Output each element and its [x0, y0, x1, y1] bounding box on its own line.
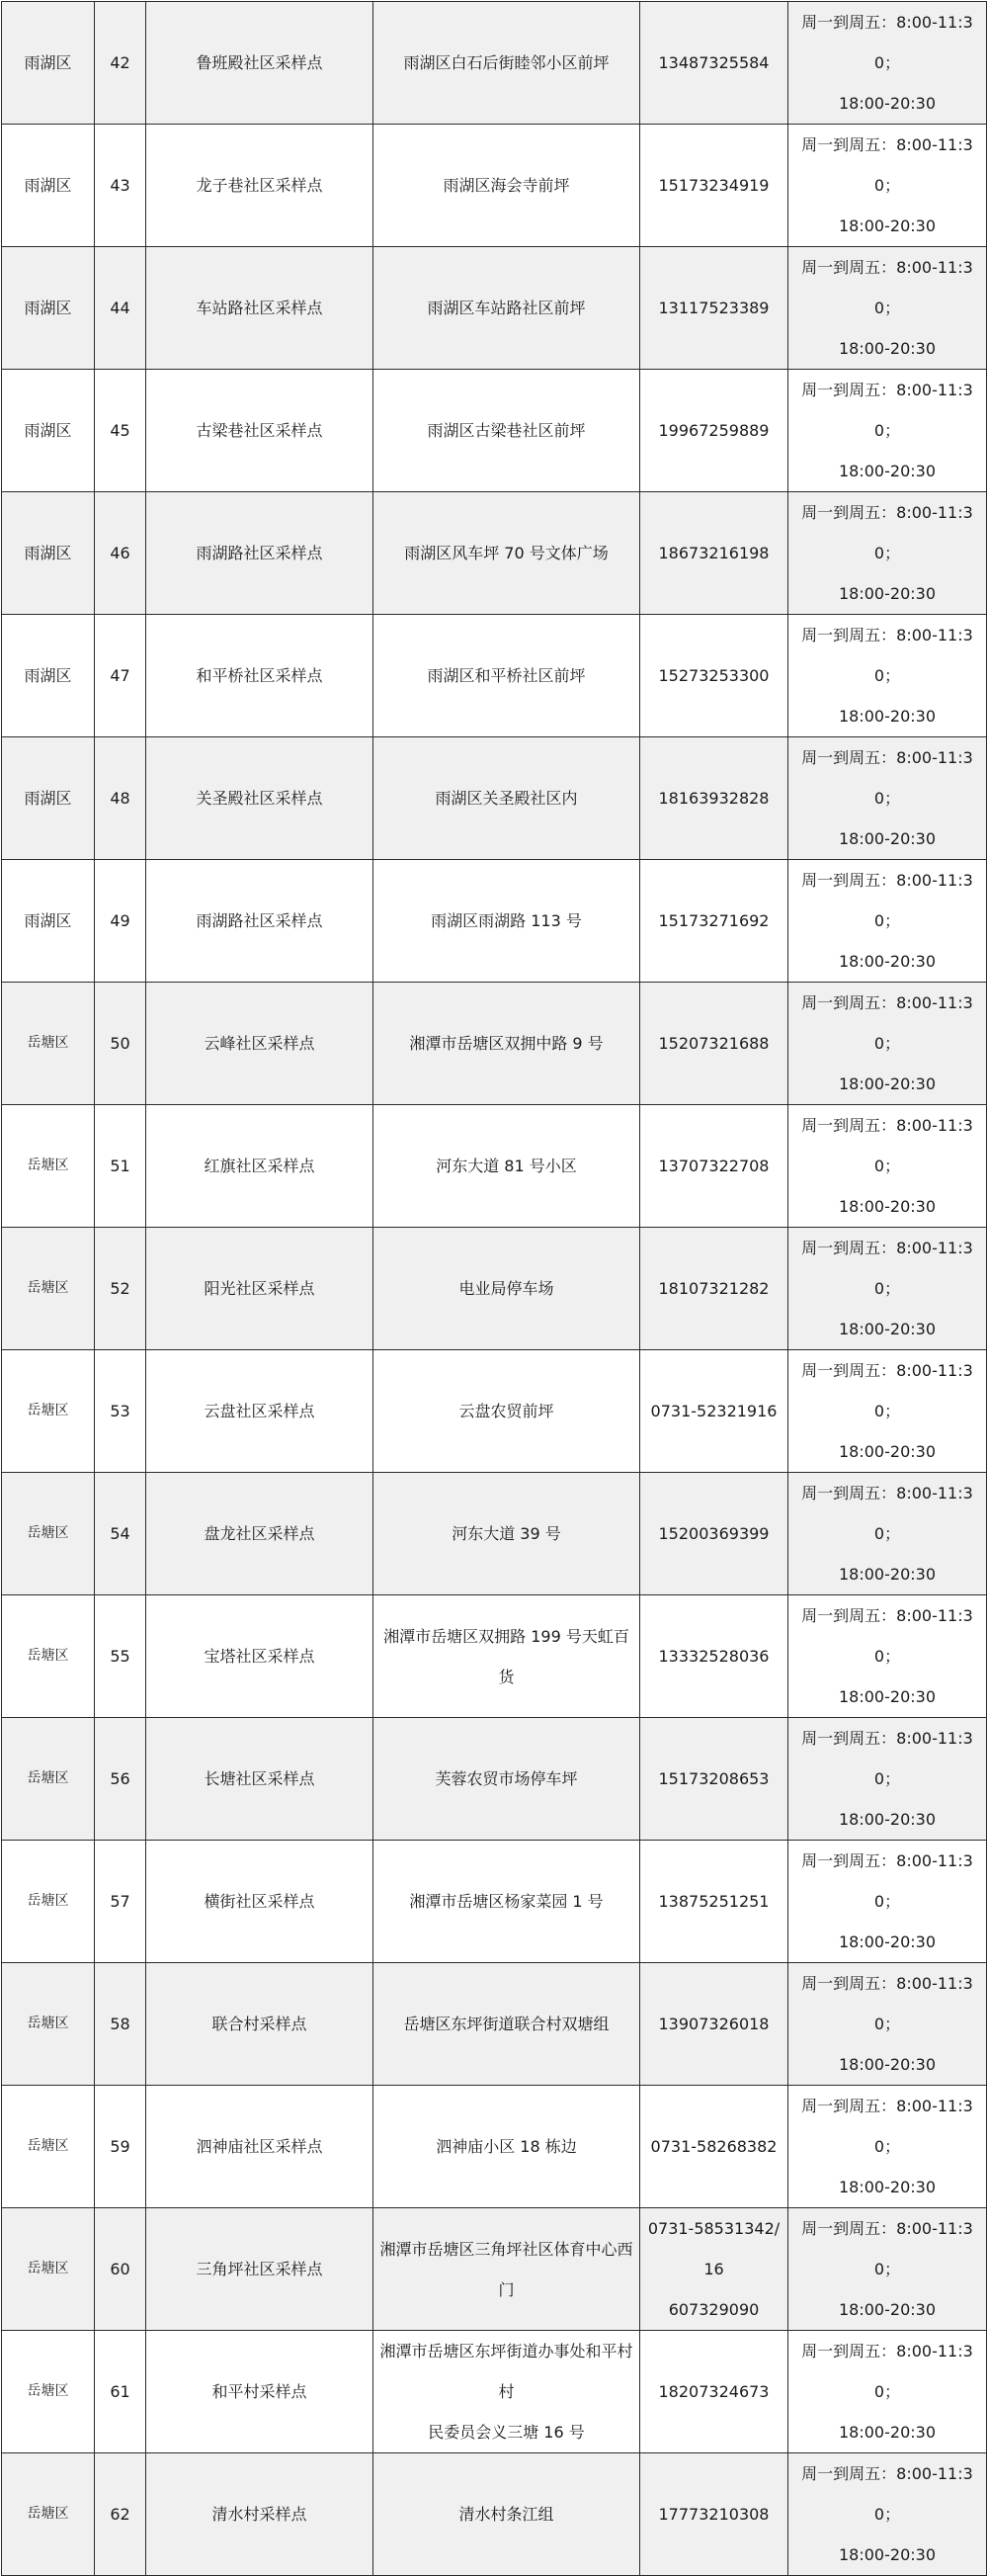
- site-number-cell: 55: [95, 1595, 146, 1718]
- site-name-cell: 和平桥社区采样点: [146, 615, 373, 737]
- phone-cell: [640, 125, 788, 247]
- hours-cell: [788, 2, 987, 125]
- hours-line: 周一到周五：8:00-11:30；: [801, 1239, 973, 1298]
- hours-cell: [788, 2086, 987, 2208]
- site-number-cell: 51: [95, 1105, 146, 1228]
- address-line: 电业局停车场: [458, 1279, 554, 1298]
- hours-cell: [788, 1718, 987, 1841]
- phone-line: 15173234919: [658, 176, 770, 195]
- address-line: 泗神庙小区 18 栋边: [436, 2137, 577, 2156]
- hours-line: 18:00-20:30: [839, 1932, 936, 1951]
- hours-cell: [788, 1841, 987, 1963]
- site-name-cell: 云盘社区采样点: [146, 1350, 373, 1473]
- hours-line: 18:00-20:30: [839, 1565, 936, 1584]
- address-line: 湘潭市岳塘区双拥中路 9 号: [409, 1034, 604, 1053]
- phone-cell: [640, 2453, 788, 2576]
- site-number-cell: 57: [95, 1841, 146, 1963]
- address-line: 雨湖区古梁巷社区前坪: [427, 421, 586, 440]
- district-cell: 岳塘区: [2, 1718, 95, 1841]
- address-cell: [373, 860, 640, 983]
- site-number-cell: 46: [95, 492, 146, 615]
- hours-line: 18:00-20:30: [839, 2545, 936, 2564]
- table-row: [2, 983, 987, 1105]
- phone-line: 18207324673: [658, 2382, 770, 2401]
- table-row: [2, 1595, 987, 1718]
- hours-cell: [788, 983, 987, 1105]
- sampling-sites-table: [1, 1, 987, 2576]
- hours-line: 18:00-20:30: [839, 1197, 936, 1216]
- site-number-cell: 58: [95, 1963, 146, 2086]
- site-name-cell: 和平村采样点: [146, 2331, 373, 2453]
- phone-cell: [640, 2086, 788, 2208]
- phone-line: 607329090: [668, 2300, 760, 2319]
- address-line: 雨湖区海会寺前坪: [443, 176, 570, 195]
- phone-line: 13487325584: [658, 53, 770, 72]
- hours-line: 周一到周五：8:00-11:30；: [801, 135, 973, 195]
- hours-cell: [788, 615, 987, 737]
- address-cell: [373, 1841, 640, 1963]
- hours-cell: [788, 492, 987, 615]
- address-line: 雨湖区雨湖路 113 号: [431, 911, 582, 930]
- hours-cell: [788, 1228, 987, 1350]
- phone-line: 0731-58531342/16: [647, 2219, 781, 2278]
- district-cell: 岳塘区: [2, 2086, 95, 2208]
- address-line: 芙蓉农贸市场停车坪: [435, 1769, 578, 1788]
- table-row: [2, 615, 987, 737]
- table-row: [2, 1963, 987, 2086]
- site-name-cell: 阳光社区采样点: [146, 1228, 373, 1350]
- address-cell: [373, 615, 640, 737]
- site-number-cell: 54: [95, 1473, 146, 1595]
- hours-cell: [788, 247, 987, 370]
- address-line: 清水村条江组: [458, 2505, 554, 2524]
- table-row: [2, 1105, 987, 1228]
- district-cell: 雨湖区: [2, 247, 95, 370]
- address-line: 云盘农贸前坪: [458, 1402, 554, 1420]
- table-row: [2, 860, 987, 983]
- phone-cell: [640, 860, 788, 983]
- phone-line: 17773210308: [658, 2505, 770, 2524]
- hours-line: 周一到周五：8:00-11:30；: [801, 626, 973, 685]
- phone-line: 18163932828: [658, 789, 770, 808]
- site-name-cell: 关圣殿社区采样点: [146, 737, 373, 860]
- site-name-cell: 横街社区采样点: [146, 1841, 373, 1963]
- hours-cell: [788, 1350, 987, 1473]
- hours-line: 周一到周五：8:00-11:30；: [801, 993, 973, 1053]
- hours-cell: [788, 2208, 987, 2331]
- site-name-cell: 泗神庙社区采样点: [146, 2086, 373, 2208]
- hours-line: 周一到周五：8:00-11:30；: [801, 13, 973, 72]
- table-row: [2, 2331, 987, 2453]
- phone-line: 13707322708: [658, 1157, 770, 1175]
- address-cell: [373, 1350, 640, 1473]
- site-number-cell: 47: [95, 615, 146, 737]
- phone-cell: [640, 1963, 788, 2086]
- hours-line: 周一到周五：8:00-11:30；: [801, 2097, 973, 2156]
- address-cell: [373, 370, 640, 492]
- site-name-cell: 长塘社区采样点: [146, 1718, 373, 1841]
- table-row: [2, 2208, 987, 2331]
- hours-line: 周一到周五：8:00-11:30；: [801, 2464, 973, 2524]
- site-name-cell: 清水村采样点: [146, 2453, 373, 2576]
- hours-line: 18:00-20:30: [839, 707, 936, 726]
- table-row: [2, 247, 987, 370]
- site-name-cell: 宝塔社区采样点: [146, 1595, 373, 1718]
- table-row: [2, 1473, 987, 1595]
- phone-cell: [640, 615, 788, 737]
- site-name-cell: 鲁班殿社区采样点: [146, 2, 373, 125]
- address-cell: [373, 1595, 640, 1718]
- site-number-cell: 42: [95, 2, 146, 125]
- hours-line: 18:00-20:30: [839, 584, 936, 603]
- hours-line: 周一到周五：8:00-11:30；: [801, 2219, 973, 2278]
- phone-line: 15173271692: [658, 911, 770, 930]
- phone-cell: [640, 2, 788, 125]
- address-cell: [373, 2086, 640, 2208]
- district-cell: 岳塘区: [2, 1228, 95, 1350]
- phone-line: 13117523389: [658, 299, 770, 317]
- hours-line: 周一到周五：8:00-11:30；: [801, 1729, 973, 1788]
- phone-line: 0731-52321916: [650, 1402, 778, 1420]
- hours-cell: [788, 1963, 987, 2086]
- site-name-cell: 联合村采样点: [146, 1963, 373, 2086]
- phone-cell: [640, 1350, 788, 1473]
- table-row: [2, 492, 987, 615]
- site-name-cell: 古梁巷社区采样点: [146, 370, 373, 492]
- site-number-cell: 50: [95, 983, 146, 1105]
- hours-line: 周一到周五：8:00-11:30；: [801, 503, 973, 562]
- address-line: 民委员会义三塘 16 号: [428, 2423, 585, 2442]
- phone-cell: [640, 2208, 788, 2331]
- district-cell: 雨湖区: [2, 492, 95, 615]
- district-cell: 雨湖区: [2, 615, 95, 737]
- hours-line: 周一到周五：8:00-11:30；: [801, 871, 973, 930]
- phone-line: 18107321282: [658, 1279, 770, 1298]
- hours-line: 周一到周五：8:00-11:30；: [801, 748, 973, 808]
- site-name-cell: 雨湖路社区采样点: [146, 860, 373, 983]
- address-line: 雨湖区风车坪 70 号文体广场: [404, 544, 609, 562]
- hours-cell: [788, 2331, 987, 2453]
- district-cell: 岳塘区: [2, 1841, 95, 1963]
- phone-cell: [640, 1595, 788, 1718]
- phone-line: 19967259889: [658, 421, 770, 440]
- hours-line: 周一到周五：8:00-11:30；: [801, 258, 973, 317]
- address-line: 湘潭市岳塘区三角坪社区体育中心西门: [379, 2239, 633, 2299]
- site-number-cell: 52: [95, 1228, 146, 1350]
- phone-cell: [640, 737, 788, 860]
- hours-line: 18:00-20:30: [839, 2178, 936, 2196]
- phone-line: 0731-58268382: [650, 2137, 778, 2156]
- site-name-cell: 车站路社区采样点: [146, 247, 373, 370]
- district-cell: 岳塘区: [2, 1473, 95, 1595]
- site-name-cell: 云峰社区采样点: [146, 983, 373, 1105]
- phone-cell: [640, 1841, 788, 1963]
- hours-line: 周一到周五：8:00-11:30；: [801, 1606, 973, 1666]
- address-cell: [373, 2331, 640, 2453]
- table-row: [2, 1228, 987, 1350]
- district-cell: 岳塘区: [2, 983, 95, 1105]
- table-row: [2, 2453, 987, 2576]
- address-cell: [373, 125, 640, 247]
- district-cell: 雨湖区: [2, 370, 95, 492]
- table-row: [2, 1350, 987, 1473]
- table-row: [2, 125, 987, 247]
- table-row: [2, 737, 987, 860]
- address-cell: [373, 737, 640, 860]
- address-cell: [373, 492, 640, 615]
- district-cell: 岳塘区: [2, 1595, 95, 1718]
- table-body: [2, 2, 987, 2576]
- phone-cell: [640, 370, 788, 492]
- site-number-cell: 62: [95, 2453, 146, 2576]
- address-cell: [373, 1105, 640, 1228]
- phone-line: 15173208653: [658, 1769, 770, 1788]
- site-name-cell: 龙子巷社区采样点: [146, 125, 373, 247]
- phone-line: 15207321688: [658, 1034, 770, 1053]
- hours-line: 18:00-20:30: [839, 2055, 936, 2074]
- site-number-cell: 53: [95, 1350, 146, 1473]
- hours-cell: [788, 125, 987, 247]
- hours-line: 18:00-20:30: [839, 952, 936, 971]
- district-cell: 岳塘区: [2, 2331, 95, 2453]
- phone-cell: [640, 2331, 788, 2453]
- hours-cell: [788, 1595, 987, 1718]
- address-line: 湘潭市岳塘区杨家菜园 1 号: [409, 1892, 604, 1911]
- hours-line: 周一到周五：8:00-11:30；: [801, 1484, 973, 1543]
- address-line: 岳塘区东坪街道联合村双塘组: [403, 2015, 610, 2033]
- site-name-cell: 三角坪社区采样点: [146, 2208, 373, 2331]
- district-cell: 岳塘区: [2, 1963, 95, 2086]
- site-name-cell: 红旗社区采样点: [146, 1105, 373, 1228]
- hours-line: 18:00-20:30: [839, 462, 936, 480]
- address-cell: [373, 1963, 640, 2086]
- site-number-cell: 45: [95, 370, 146, 492]
- hours-line: 18:00-20:30: [839, 2300, 936, 2319]
- hours-line: 18:00-20:30: [839, 2423, 936, 2442]
- hours-cell: [788, 860, 987, 983]
- table-row: [2, 1841, 987, 1963]
- hours-line: 18:00-20:30: [839, 1320, 936, 1338]
- district-cell: 雨湖区: [2, 860, 95, 983]
- phone-line: 13907326018: [658, 2015, 770, 2033]
- district-cell: 岳塘区: [2, 2208, 95, 2331]
- phone-line: 18673216198: [658, 544, 770, 562]
- hours-cell: [788, 737, 987, 860]
- district-cell: 岳塘区: [2, 1105, 95, 1228]
- address-line: 雨湖区和平桥社区前坪: [427, 666, 586, 685]
- address-line: 湘潭市岳塘区双拥路 199 号天虹百货: [383, 1626, 629, 1686]
- site-number-cell: 56: [95, 1718, 146, 1841]
- site-number-cell: 44: [95, 247, 146, 370]
- site-number-cell: 48: [95, 737, 146, 860]
- hours-line: 周一到周五：8:00-11:30；: [801, 2342, 973, 2401]
- address-cell: [373, 1718, 640, 1841]
- hours-line: 周一到周五：8:00-11:30；: [801, 1974, 973, 2033]
- hours-line: 18:00-20:30: [839, 829, 936, 848]
- site-number-cell: 49: [95, 860, 146, 983]
- site-number-cell: 60: [95, 2208, 146, 2331]
- hours-line: 周一到周五：8:00-11:30；: [801, 1361, 973, 1420]
- phone-cell: [640, 983, 788, 1105]
- site-name-cell: 盘龙社区采样点: [146, 1473, 373, 1595]
- address-line: 雨湖区白石后街睦邻小区前坪: [403, 53, 610, 72]
- hours-line: 18:00-20:30: [839, 1687, 936, 1706]
- hours-line: 18:00-20:30: [839, 94, 936, 113]
- table-row: [2, 1718, 987, 1841]
- hours-line: 周一到周五：8:00-11:30；: [801, 1116, 973, 1175]
- phone-cell: [640, 1473, 788, 1595]
- address-cell: [373, 983, 640, 1105]
- address-cell: [373, 247, 640, 370]
- address-cell: [373, 1473, 640, 1595]
- address-cell: [373, 1228, 640, 1350]
- phone-cell: [640, 1718, 788, 1841]
- address-line: 湘潭市岳塘区东坪街道办事处和平村村: [379, 2342, 633, 2401]
- phone-cell: [640, 1105, 788, 1228]
- hours-line: 18:00-20:30: [839, 1074, 936, 1093]
- table-row: [2, 370, 987, 492]
- hours-cell: [788, 2453, 987, 2576]
- address-cell: [373, 2208, 640, 2331]
- phone-line: 15200369399: [658, 1524, 770, 1543]
- table-row: [2, 2, 987, 125]
- phone-cell: [640, 247, 788, 370]
- hours-cell: [788, 1473, 987, 1595]
- hours-line: 周一到周五：8:00-11:30；: [801, 1851, 973, 1911]
- district-cell: 雨湖区: [2, 2, 95, 125]
- site-number-cell: 59: [95, 2086, 146, 2208]
- hours-line: 18:00-20:30: [839, 1810, 936, 1829]
- district-cell: 岳塘区: [2, 1350, 95, 1473]
- address-line: 河东大道 39 号: [452, 1524, 561, 1543]
- address-line: 雨湖区车站路社区前坪: [427, 299, 586, 317]
- address-cell: [373, 2453, 640, 2576]
- phone-cell: [640, 492, 788, 615]
- table-row: [2, 2086, 987, 2208]
- site-number-cell: 43: [95, 125, 146, 247]
- phone-cell: [640, 1228, 788, 1350]
- phone-line: 13875251251: [658, 1892, 770, 1911]
- phone-line: 13332528036: [658, 1647, 770, 1666]
- hours-line: 18:00-20:30: [839, 339, 936, 358]
- site-name-cell: 雨湖路社区采样点: [146, 492, 373, 615]
- address-line: 雨湖区关圣殿社区内: [435, 789, 578, 808]
- hours-cell: [788, 370, 987, 492]
- district-cell: 雨湖区: [2, 125, 95, 247]
- phone-line: 15273253300: [658, 666, 770, 685]
- address-line: 河东大道 81 号小区: [436, 1157, 577, 1175]
- address-cell: [373, 2, 640, 125]
- district-cell: 岳塘区: [2, 2453, 95, 2576]
- hours-line: 周一到周五：8:00-11:30；: [801, 381, 973, 440]
- hours-line: 18:00-20:30: [839, 1442, 936, 1461]
- district-cell: 雨湖区: [2, 737, 95, 860]
- hours-cell: [788, 1105, 987, 1228]
- site-number-cell: 61: [95, 2331, 146, 2453]
- hours-line: 18:00-20:30: [839, 216, 936, 235]
